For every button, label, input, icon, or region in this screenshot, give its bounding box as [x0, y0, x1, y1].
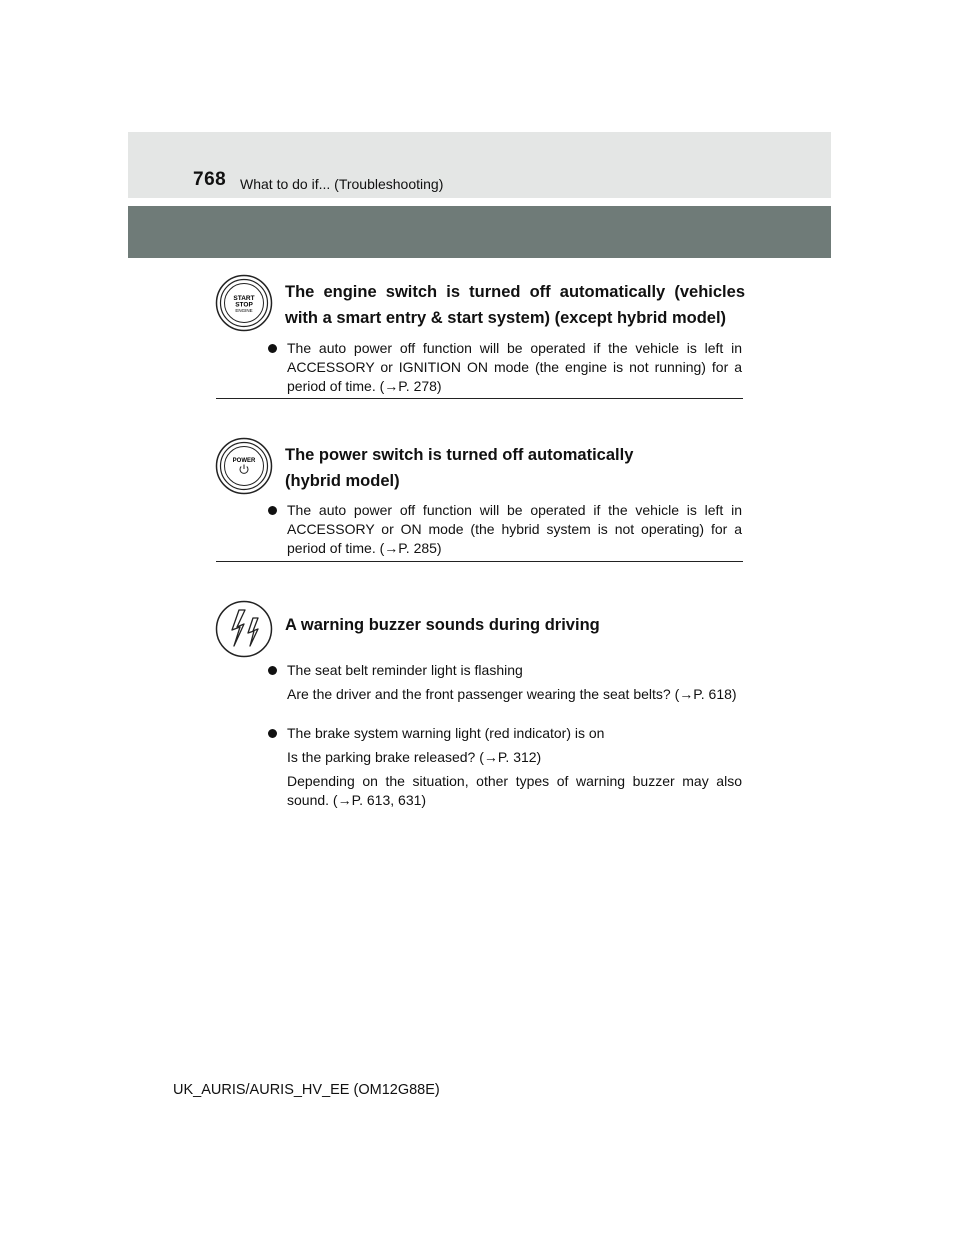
footer-model-code: UK_AURIS/AURIS_HV_EE (OM12G88E)	[173, 1082, 440, 1098]
block-1-bullet-text: The auto power off function will be operated if the vehicle is left in ACCESSORY or IGNITION ON mode (the engine is not running) for a period of time. (→P. 278)	[287, 340, 742, 394]
header-band	[128, 132, 831, 198]
block-3-bullet-1	[287, 661, 742, 680]
block-2-bullet-text: The auto power off function will be operated if the vehicle is left in ACCESSORY or ON mode (the hybrid system is not operating) for a period of time. (→P. 285)	[287, 502, 742, 556]
divider	[216, 561, 743, 562]
block-1-title: The engine switch is turned off automatically (vehicles with a smart entry & start system) (except hybrid model)	[285, 283, 745, 327]
divider	[216, 398, 743, 399]
block-3-bullet-2-text: Is the parking brake released? (→P. 312)	[287, 749, 542, 765]
bullet-dot	[268, 344, 277, 353]
bullet-dot	[268, 729, 277, 738]
block-3-title: A warning buzzer sounds during driving	[285, 616, 600, 634]
block-2-title-line1: The power switch is turned off automatically	[285, 446, 634, 464]
block-3-bullet-2-heading: The brake system warning light (red indicator) is on	[287, 725, 605, 741]
warning-buzzer-icon	[215, 600, 273, 658]
block-2-title-line2: (hybrid model)	[285, 472, 400, 490]
icon-text-engine: ENGINE	[235, 308, 253, 313]
block-3-bullet-1-text: Are the driver and the front passenger wearing the seat belts? (→P. 618)	[287, 686, 737, 702]
block-3-bullet-1-heading: The seat belt reminder light is flashing	[287, 662, 523, 678]
section-title: What to do if... (Troubleshooting)	[240, 176, 444, 192]
block-3-bullet-2	[287, 724, 742, 743]
block-3-note: Depending on the situation, other types of warning buzzer may also sound. (→P. 613, 631)	[287, 773, 742, 808]
power-button-icon	[215, 437, 273, 495]
icon-text-start: START	[233, 295, 255, 302]
block-2-title	[285, 442, 745, 494]
bullet-dot	[268, 666, 277, 675]
bullet-dot	[268, 506, 277, 515]
icon-text-stop: STOP	[235, 301, 253, 309]
icon-text-power: POWER	[232, 458, 256, 464]
start-stop-button-icon	[215, 274, 273, 332]
title-bar	[128, 206, 831, 258]
page-number: 768	[193, 169, 227, 190]
block-2-bullet	[287, 501, 742, 558]
block-1-bullet	[287, 339, 742, 396]
